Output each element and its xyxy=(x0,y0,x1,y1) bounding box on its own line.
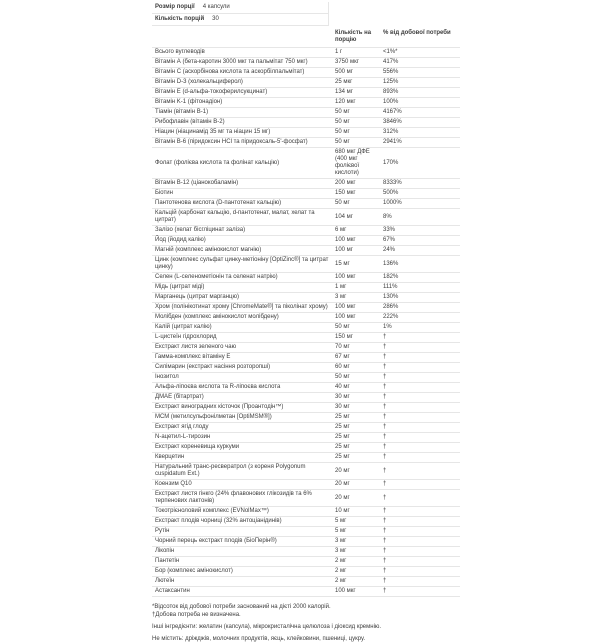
table-row xyxy=(152,557,460,567)
ingredient-amount: 100 мкг xyxy=(335,236,383,246)
ingredient-daily-value: † xyxy=(383,443,460,453)
ingredient-name: Цинк (комплекс сульфат цинку-метіоніну [OptiZinc®] та цитрат цинку) xyxy=(152,256,335,273)
table-row xyxy=(152,236,460,246)
ingredient-daily-value: 182% xyxy=(383,273,460,283)
table-row xyxy=(152,58,460,68)
ingredient-daily-value: 100% xyxy=(383,98,460,108)
ingredient-daily-value: † xyxy=(383,517,460,527)
ingredient-name: Інозитол xyxy=(152,373,335,383)
serving-info-row xyxy=(152,2,328,14)
ingredient-amount: 100 мг xyxy=(335,246,383,256)
ingredient-daily-value: 1000% xyxy=(383,199,460,209)
ingredient-amount: 1 мг xyxy=(335,283,383,293)
ingredient-name: Силімарин (екстракт насіння розторопші) xyxy=(152,363,335,373)
table-row xyxy=(152,480,460,490)
ingredient-amount: 20 мг xyxy=(335,463,383,480)
ingredient-amount: 25 мг xyxy=(335,443,383,453)
table-row xyxy=(152,98,460,108)
ingredient-amount: 25 мг xyxy=(335,413,383,423)
footnotes-block xyxy=(152,604,460,643)
table-row xyxy=(152,423,460,433)
ingredient-name: Екстракт кореневища куркуми xyxy=(152,443,335,453)
table-row xyxy=(152,199,460,209)
ingredient-daily-value: † xyxy=(383,507,460,517)
table-row xyxy=(152,283,460,293)
ingredient-daily-value: 24% xyxy=(383,246,460,256)
table-row xyxy=(152,490,460,507)
ingredient-column-spacer xyxy=(152,30,335,44)
ingredient-amount: 200 мкг xyxy=(335,179,383,189)
table-row xyxy=(152,118,460,128)
table-row xyxy=(152,88,460,98)
ingredient-name: Калій (цитрат калію) xyxy=(152,323,335,333)
table-row xyxy=(152,179,460,189)
ingredient-amount: 50 мг xyxy=(335,108,383,118)
table-row xyxy=(152,577,460,587)
serving-info-label: Розмір порції xyxy=(155,4,195,10)
ingredient-daily-value: † xyxy=(383,557,460,567)
table-row xyxy=(152,547,460,557)
ingredient-name: Рутін xyxy=(152,527,335,537)
ingredient-daily-value: † xyxy=(383,333,460,343)
ingredient-amount: 3 мг xyxy=(335,293,383,303)
table-row xyxy=(152,537,460,547)
ingredient-daily-value: 500% xyxy=(383,189,460,199)
ingredient-amount: 150 мкг xyxy=(335,189,383,199)
table-row xyxy=(152,293,460,303)
ingredient-name: Вітамін C (аскорбінова кислота та аскорбілпальмітат) xyxy=(152,68,335,78)
ingredient-daily-value: 33% xyxy=(383,226,460,236)
ingredient-daily-value: 8% xyxy=(383,209,460,226)
ingredient-name: Ніацин (ніацинамід 35 мг та ніацин 15 мг) xyxy=(152,128,335,138)
table-row xyxy=(152,463,460,480)
supplement-facts-table xyxy=(152,47,460,597)
ingredient-daily-value: † xyxy=(383,353,460,363)
ingredient-daily-value: † xyxy=(383,373,460,383)
ingredient-name: Астаксантин xyxy=(152,587,335,597)
ingredient-daily-value: 286% xyxy=(383,303,460,313)
ingredient-daily-value: † xyxy=(383,480,460,490)
ingredient-daily-value: † xyxy=(383,363,460,373)
table-row xyxy=(152,256,460,273)
table-row xyxy=(152,343,460,353)
table-row xyxy=(152,138,460,148)
ingredient-amount: 10 мг xyxy=(335,507,383,517)
ingredient-daily-value: 893% xyxy=(383,88,460,98)
table-row xyxy=(152,209,460,226)
ingredient-daily-value: † xyxy=(383,383,460,393)
ingredient-amount: 30 мг xyxy=(335,403,383,413)
ingredient-amount: 134 мг xyxy=(335,88,383,98)
ingredient-daily-value: † xyxy=(383,463,460,480)
ingredient-name: Кверцетин xyxy=(152,453,335,463)
ingredient-amount: 3750 мкг xyxy=(335,58,383,68)
ingredient-amount: 50 мг xyxy=(335,118,383,128)
ingredient-name: Лютеїн xyxy=(152,577,335,587)
ingredient-amount: 120 мкг xyxy=(335,98,383,108)
ingredient-daily-value: † xyxy=(383,577,460,587)
ingredient-name: Всього вуглеводів xyxy=(152,48,335,58)
table-row xyxy=(152,363,460,373)
ingredient-name: Екстракт листя зеленого чаю xyxy=(152,343,335,353)
ingredient-amount: 50 мг xyxy=(335,199,383,209)
footnote-line: Не містить: дріжджів, молочних продуктів, яєць, клейковини, пшениці, цукру. xyxy=(152,636,366,642)
ingredient-name: Екстракт плодів чорниці (32% антоціанідинів) xyxy=(152,517,335,527)
ingredient-daily-value: 136% xyxy=(383,256,460,273)
footnote-line: Інші інгредієнти: желатин (капсула), мікрокристалічна целюлоза і діоксид кремнію. xyxy=(152,624,382,630)
amount-column-header: Кількість на порцію xyxy=(335,30,372,43)
ingredient-name: Молібден (комплекс амінокислот молібдену) xyxy=(152,313,335,323)
ingredient-amount: 50 мг xyxy=(335,373,383,383)
ingredient-name: Залізо (хелат бісгліцинат заліза) xyxy=(152,226,335,236)
ingredient-daily-value: 3846% xyxy=(383,118,460,128)
ingredient-amount: 20 мг xyxy=(335,490,383,507)
ingredient-name: Марганець (цитрат марганцю) xyxy=(152,293,335,303)
ingredient-amount: 3 мг xyxy=(335,537,383,547)
table-row xyxy=(152,128,460,138)
ingredient-name: Пантотенова кислота (D-пантотенат кальцію) xyxy=(152,199,335,209)
ingredient-amount: 1 г xyxy=(335,48,383,58)
ingredient-amount: 5 мг xyxy=(335,517,383,527)
ingredient-name: Кальцій (карбонат кальцію, d-пантотенат, малат, хелат та цитрат) xyxy=(152,209,335,226)
ingredient-daily-value: 4167% xyxy=(383,108,460,118)
ingredient-amount: 15 мг xyxy=(335,256,383,273)
ingredient-daily-value: 417% xyxy=(383,58,460,68)
table-row xyxy=(152,333,460,343)
ingredient-amount: 25 мкг xyxy=(335,78,383,88)
ingredient-name: Чорний перець екстракт плодів (БіоПерін®) xyxy=(152,537,335,547)
daily-value-column-header: % від добової потреби xyxy=(383,30,451,36)
ingredient-daily-value: † xyxy=(383,433,460,443)
ingredient-name: Біотин xyxy=(152,189,335,199)
ingredient-name: Рибофлавін (вітамін B-2) xyxy=(152,118,335,128)
ingredient-amount: 40 мг xyxy=(335,383,383,393)
ingredient-name: Вітамін E (d-альфа-токоферилсукцинат) xyxy=(152,88,335,98)
ingredient-amount: 60 мг xyxy=(335,363,383,373)
ingredient-amount: 3 мг xyxy=(335,547,383,557)
ingredient-name: Мідь (цитрат міді) xyxy=(152,283,335,293)
ingredient-daily-value: 111% xyxy=(383,283,460,293)
table-row xyxy=(152,567,460,577)
ingredient-name: Вітамін K-1 (фітонадіон) xyxy=(152,98,335,108)
ingredient-daily-value: 556% xyxy=(383,68,460,78)
ingredient-amount: 150 мг xyxy=(335,333,383,343)
ingredient-amount: 5 мг xyxy=(335,527,383,537)
table-row xyxy=(152,78,460,88)
ingredient-amount: 50 мг xyxy=(335,128,383,138)
ingredient-amount: 2 мг xyxy=(335,577,383,587)
column-headers-row xyxy=(152,26,460,47)
table-row xyxy=(152,48,460,58)
table-row xyxy=(152,413,460,423)
table-row xyxy=(152,313,460,323)
ingredient-daily-value: † xyxy=(383,423,460,433)
ingredient-amount: 25 мг xyxy=(335,453,383,463)
ingredient-daily-value: † xyxy=(383,547,460,557)
footnote-line: *Відсоток від добової потреби заснований на дієті 2000 калорій. xyxy=(152,604,331,610)
table-row xyxy=(152,353,460,363)
ingredient-name: L-цистеїн гідрохлорид xyxy=(152,333,335,343)
ingredient-name: Токотрієноловий комплекс (EVNolMax™) xyxy=(152,507,335,517)
ingredient-amount: 500 мг xyxy=(335,68,383,78)
rows-body xyxy=(152,48,460,597)
ingredient-amount: 70 мг xyxy=(335,343,383,353)
ingredient-daily-value: 222% xyxy=(383,313,460,323)
ingredient-daily-value: † xyxy=(383,567,460,577)
ingredient-name: Магній (комплекс амінокислот магнію) xyxy=(152,246,335,256)
ingredient-amount: 20 мг xyxy=(335,480,383,490)
ingredient-amount: 100 мкг xyxy=(335,587,383,597)
ingredient-daily-value: † xyxy=(383,527,460,537)
ingredient-name: ДМАЕ (бітартрат) xyxy=(152,393,335,403)
ingredient-name: Йод (йодид калію) xyxy=(152,236,335,246)
ingredient-name: Селен (L-селенометіонін та селенат натрію) xyxy=(152,273,335,283)
ingredient-daily-value: † xyxy=(383,587,460,597)
table-row xyxy=(152,303,460,313)
table-row xyxy=(152,148,460,179)
ingredient-amount: 50 мг xyxy=(335,323,383,333)
ingredient-daily-value: 67% xyxy=(383,236,460,246)
ingredient-daily-value: 170% xyxy=(383,148,460,179)
ingredient-amount: 50 мг xyxy=(335,138,383,148)
serving-info-value: 30 xyxy=(212,16,219,22)
ingredient-amount: 25 мг xyxy=(335,423,383,433)
ingredient-daily-value: † xyxy=(383,453,460,463)
table-row xyxy=(152,108,460,118)
table-row xyxy=(152,373,460,383)
serving-info-row xyxy=(152,14,328,26)
ingredient-amount: 100 мкг xyxy=(335,273,383,283)
ingredient-name: Вітамін B-12 (ціанокобаламін) xyxy=(152,179,335,189)
table-row xyxy=(152,587,460,597)
serving-info-block xyxy=(152,2,329,26)
ingredient-daily-value: 130% xyxy=(383,293,460,303)
ingredient-name: Екстракт виноградних кісточок (Проантодін™) xyxy=(152,403,335,413)
ingredient-name: Вітамін А (бета-каротин 3000 мкг та пальмітат 750 мкг) xyxy=(152,58,335,68)
table-row xyxy=(152,393,460,403)
ingredient-name: Альфа-ліпоєва кислота та R-ліпоєва кислота xyxy=(152,383,335,393)
ingredient-daily-value: † xyxy=(383,343,460,353)
ingredient-daily-value: † xyxy=(383,403,460,413)
table-row xyxy=(152,517,460,527)
supplement-facts-panel xyxy=(152,2,460,644)
ingredient-daily-value: † xyxy=(383,537,460,547)
table-row xyxy=(152,507,460,517)
table-row xyxy=(152,527,460,537)
ingredient-amount: 2 мг xyxy=(335,557,383,567)
ingredient-daily-value: 8333% xyxy=(383,179,460,189)
ingredient-daily-value: 1% xyxy=(383,323,460,333)
ingredient-amount: 104 мг xyxy=(335,209,383,226)
ingredient-amount: 100 мкг xyxy=(335,303,383,313)
ingredient-name: Гамма-комплекс вітаміну E xyxy=(152,353,335,363)
table-row xyxy=(152,226,460,236)
ingredient-amount: 6 мг xyxy=(335,226,383,236)
table-row xyxy=(152,189,460,199)
ingredient-amount: 680 мкг ДФЕ (400 мкг фолієвої кислоти) xyxy=(335,148,383,179)
table-row xyxy=(152,273,460,283)
ingredient-name: Пантетін xyxy=(152,557,335,567)
table-row xyxy=(152,246,460,256)
serving-info-label: Кількість порцій xyxy=(155,16,205,22)
ingredient-daily-value: 312% xyxy=(383,128,460,138)
ingredient-amount: 2 мг xyxy=(335,567,383,577)
table-row xyxy=(152,453,460,463)
ingredient-name: Тіамін (вітамін B-1) xyxy=(152,108,335,118)
table-row xyxy=(152,383,460,393)
ingredient-daily-value: 125% xyxy=(383,78,460,88)
table-row xyxy=(152,68,460,78)
ingredient-name: Фолат (фолієва кислота та фолінат кальцію) xyxy=(152,148,335,179)
ingredient-name: Екстракт листя гінкго (24% флавонових глікозидів та 6% терпенових лактонів) xyxy=(152,490,335,507)
ingredient-name: N-ацетил-L-тирозин xyxy=(152,433,335,443)
footnote-line: †Добова потреба не визначена. xyxy=(152,612,241,618)
ingredient-name: Коензим Q10 xyxy=(152,480,335,490)
table-row xyxy=(152,403,460,413)
ingredient-daily-value: † xyxy=(383,393,460,403)
ingredient-amount: 25 мг xyxy=(335,433,383,443)
table-row xyxy=(152,433,460,443)
ingredient-name: Бор (комплекс амінокислот) xyxy=(152,567,335,577)
ingredient-daily-value: 2941% xyxy=(383,138,460,148)
ingredient-name: Екстракт ягід глоду xyxy=(152,423,335,433)
ingredient-amount: 100 мкг xyxy=(335,313,383,323)
ingredient-amount: 67 мг xyxy=(335,353,383,363)
ingredient-name: Натуральний транс-ресвератрол (з кореня Polygonum cuspidatum Ext.) xyxy=(152,463,335,480)
ingredient-name: Вітамін D-3 (холекальциферол) xyxy=(152,78,335,88)
ingredient-name: Лікопін xyxy=(152,547,335,557)
ingredient-name: Хром (полінікотинат хрому [ChromeMate®] та піколінат хрому) xyxy=(152,303,335,313)
ingredient-name: Вітамін B-6 (піридоксин HCl та піридоксаль-5'-фосфат) xyxy=(152,138,335,148)
ingredient-amount: 30 мг xyxy=(335,393,383,403)
table-row xyxy=(152,323,460,333)
ingredient-name: МСМ (метилсульфонілметан [OptiMSM®]) xyxy=(152,413,335,423)
ingredient-daily-value: <1%* xyxy=(383,48,460,58)
ingredient-daily-value: † xyxy=(383,490,460,507)
serving-info-value: 4 капсули xyxy=(202,4,230,10)
ingredient-daily-value: † xyxy=(383,413,460,423)
table-row xyxy=(152,443,460,453)
